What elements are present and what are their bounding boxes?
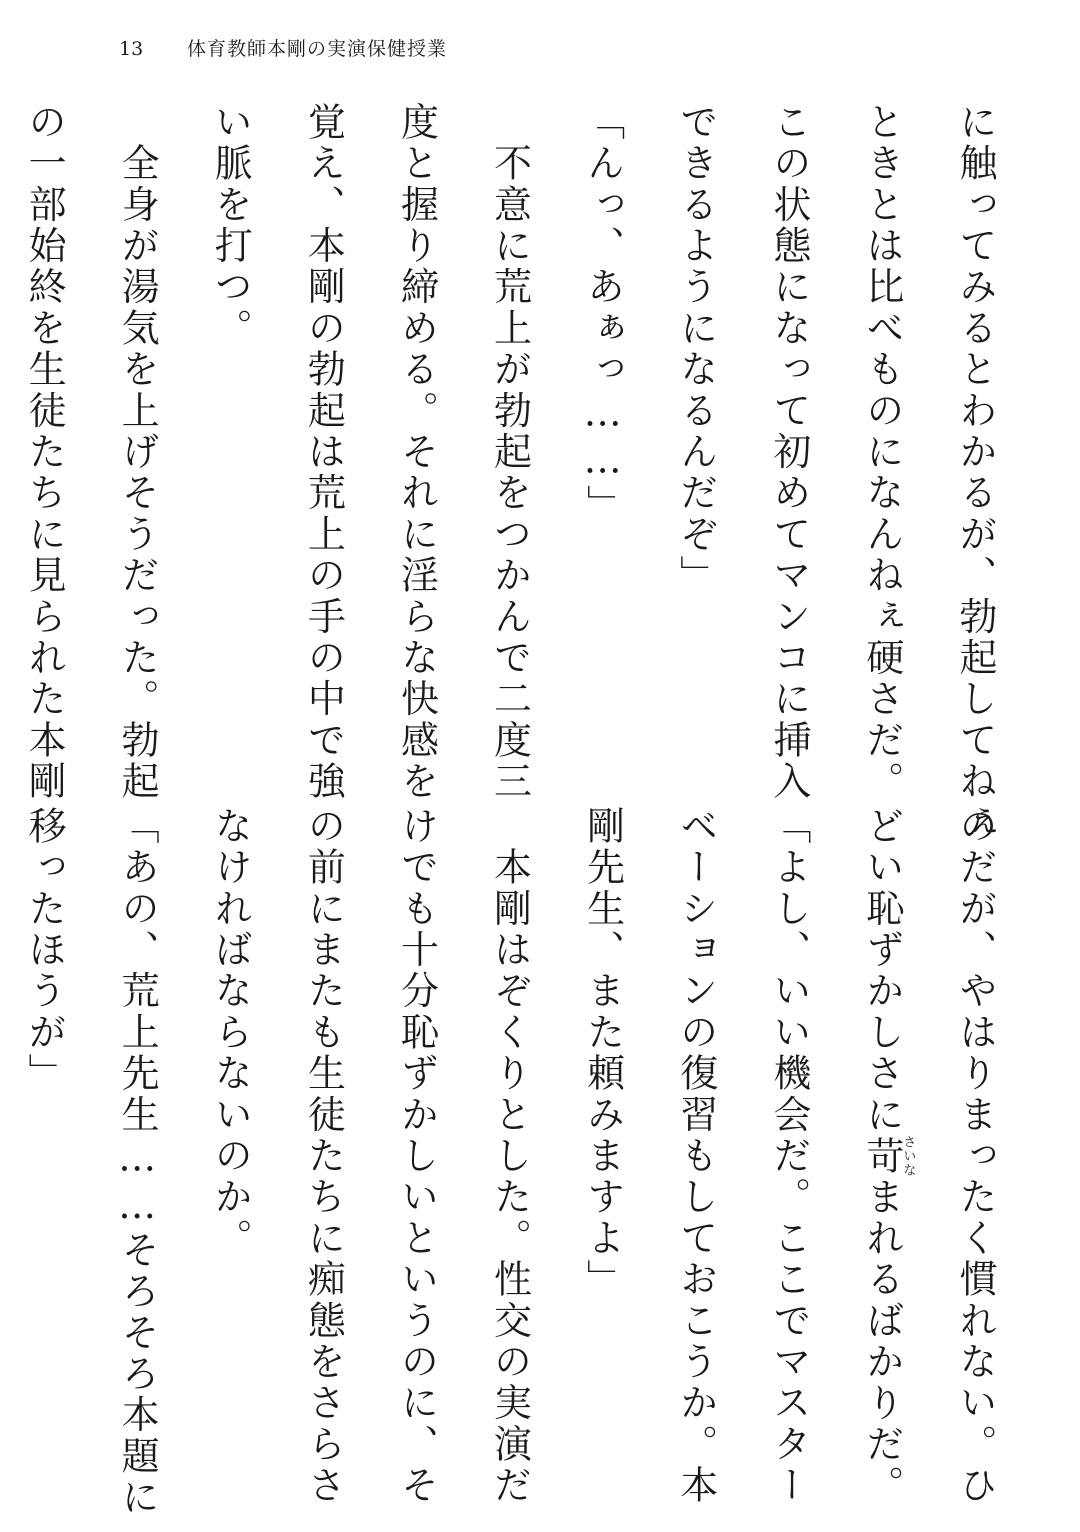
page-number: 13 bbox=[119, 38, 144, 60]
text-line: に触ってみるとわかるが、勃起してねぇ bbox=[953, 102, 997, 844]
text-line: この状態になって初めてマンコに挿入 bbox=[766, 102, 811, 803]
text-line: できるようになるんだぞ」 bbox=[673, 102, 718, 597]
text-line: 覚え、本剛の勃起は荒上の手の中で強 bbox=[301, 102, 346, 803]
text-line-with-ruby bbox=[848, 806, 941, 1507]
text-line: 全身が湯気を上げそうだった。勃起 bbox=[115, 102, 160, 803]
text-line: ベーションの復習もしておこうか。本 bbox=[673, 806, 718, 1507]
text-line bbox=[0, 102, 10, 742]
text-line: の一部始終を生徒たちに見られた本剛 bbox=[22, 102, 67, 803]
text-line: 剛先生、また頼みますよ」 bbox=[580, 806, 625, 1301]
text-line: の前にまたも生徒たちに痴態をさらさ bbox=[301, 806, 346, 1507]
text-line: 不意に荒上が勃起をつかんで二度三 bbox=[487, 102, 532, 803]
text-line: 本剛はぞくりとした。性交の実演だ bbox=[487, 806, 532, 1507]
body-text-top bbox=[22, 102, 1008, 844]
text-line: 「あの、荒上先生……そろそろ本題に bbox=[115, 806, 160, 1519]
text-line: のだが、やはりまったく慣れない。ひ bbox=[953, 806, 997, 1507]
ruby-annotation bbox=[859, 1135, 916, 1178]
book-title: 体育教師本剛の実演保健授業 bbox=[187, 38, 448, 60]
text-line: 「んっ、あぁっ……」 bbox=[580, 102, 625, 526]
body-text-bottom bbox=[22, 806, 1008, 1519]
running-header bbox=[0, 34, 1080, 64]
text-segment: まれるばかりだ。 bbox=[859, 1176, 904, 1507]
text-line bbox=[0, 806, 10, 1446]
text-line: なければならないのか。 bbox=[208, 806, 253, 1260]
text-line: けでも十分恥ずかしいというのに、そ bbox=[394, 806, 439, 1507]
text-line: ときとは比べものになんねぇ硬さだ。 bbox=[859, 102, 904, 803]
text-line: 移ったほうが」 bbox=[22, 806, 67, 1095]
text-line: い脈を打つ。 bbox=[208, 102, 253, 350]
ruby-reading: さいな bbox=[900, 1135, 916, 1178]
ruby-base: 苛 bbox=[859, 1135, 904, 1178]
text-line: 「よし、いい機会だ。ここでマスター bbox=[766, 806, 811, 1507]
text-line: 度と握り締める。それに淫らな快感を bbox=[394, 102, 439, 803]
text-segment: どい恥ずかしさに bbox=[859, 806, 904, 1136]
